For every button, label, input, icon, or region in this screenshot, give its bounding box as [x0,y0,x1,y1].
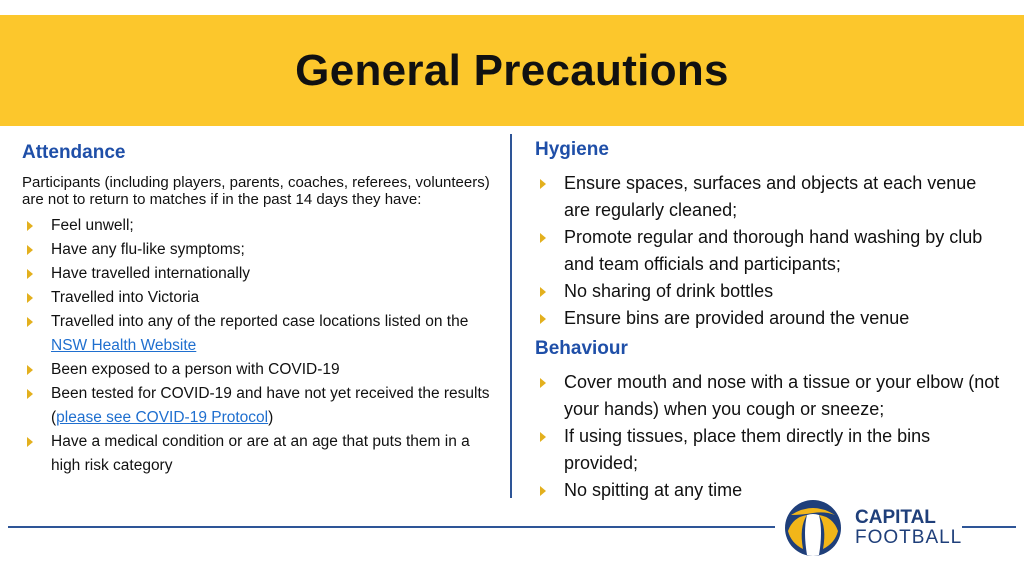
list-item: If using tissues, place them directly in the bins provided; [535,423,1005,477]
list-item: Ensure bins are provided around the venue [535,305,1005,332]
list-item: Feel unwell; [22,214,497,238]
footer-rule-left [8,526,775,528]
arrow-bullet-icon [540,287,546,297]
arrow-bullet-icon [27,389,33,399]
arrow-bullet-icon [27,269,33,279]
logo-line-1: CAPITAL [855,507,936,528]
list-item: Been tested for COVID-19 and have not yet received the results (please see COVID-19 Protocol) [22,382,497,430]
arrow-bullet-icon [27,365,33,375]
list-item: No spitting at any time [535,477,1005,504]
nsw-health-link[interactable]: NSW Health Website [51,337,197,354]
arrow-bullet-icon [27,437,33,447]
list-item: Have any flu-like symptoms; [22,238,497,262]
list-item: Have a medical condition or are at an age that puts them in a high risk category [22,430,497,478]
logo-wordmark [855,508,962,548]
behaviour-heading: Behaviour [535,338,628,359]
arrow-bullet-icon [540,179,546,189]
title-banner [0,15,1024,126]
attendance-heading: Attendance [22,142,126,163]
arrow-bullet-icon [540,486,546,496]
capital-football-logo-icon [783,497,843,559]
arrow-bullet-icon [540,314,546,324]
attendance-section [22,142,497,478]
list-item: Travelled into any of the reported case locations listed on the NSW Health Website [22,310,497,358]
arrow-bullet-icon [540,378,546,388]
attendance-intro: Participants (including players, parents, coaches, referees, volunteers) are not to return to matches if in the past 14 days they have: [22,174,490,208]
arrow-bullet-icon [27,293,33,303]
list-item: Cover mouth and nose with a tissue or your elbow (not your hands) when you cough or sneeze; [535,369,1005,423]
list-item: Been exposed to a person with COVID-19 [22,358,497,382]
behaviour-list [535,369,1005,504]
list-item: Ensure spaces, surfaces and objects at each venue are regularly cleaned; [535,170,1005,224]
arrow-bullet-icon [540,432,546,442]
page-title: General Precautions [295,45,729,95]
hygiene-list [535,170,1005,332]
list-item: Promote regular and thorough hand washing by club and team officials and participants; [535,224,1005,278]
column-divider [510,134,512,498]
list-item: Have travelled internationally [22,262,497,286]
footer-rule-right [962,526,1016,528]
hygiene-behaviour-section [535,139,1005,504]
arrow-bullet-icon [540,233,546,243]
attendance-list [22,214,497,478]
hygiene-heading: Hygiene [535,139,609,160]
arrow-bullet-icon [27,317,33,327]
covid-protocol-link[interactable]: please see COVID-19 Protocol [56,409,269,426]
arrow-bullet-icon [27,221,33,231]
list-item: Travelled into Victoria [22,286,497,310]
logo-line-2: FOOTBALL [855,527,963,548]
list-item: No sharing of drink bottles [535,278,1005,305]
arrow-bullet-icon [27,245,33,255]
